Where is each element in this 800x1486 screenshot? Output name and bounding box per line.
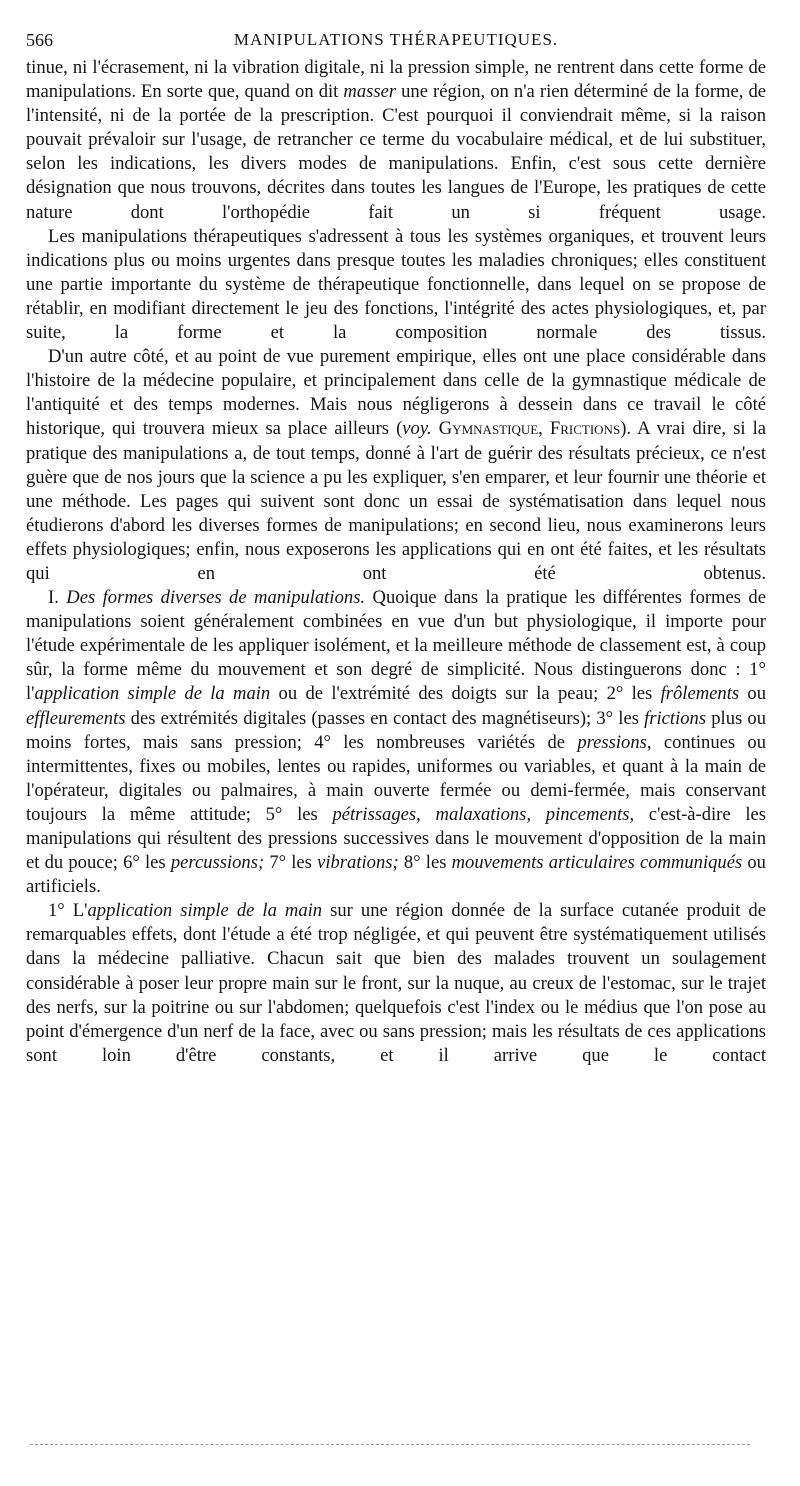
paragraph-application-main: 1° L'application simple de la main sur une région donnée de la surface cutanée produit de remarquables effets, dont l'étude a été trop négligée, et qui peuvent être systématiquement utilisés dans la médecine palliative. Chacun sait que bien des malades trouvent un soulagement considérable à poser leur propre main sur le front, sur la nuque, au creux de l'estomac, sur le trajet des nerfs, sur la poitrine ou sur l'abdomen; quelquefois c'est l'index ou le médius que l'on pose au point d'émergence d'un nerf de la face, avec ou sans pression; mais les résultats de ces applications sont loin d'être constants, et il arrive que le contact (26, 900, 766, 1066)
paragraph-1: tinue, ni l'écrasement, ni la vibration digitale, ni la pression simple, ne rentrent dans cette forme de manipulations. En sorte que, quand on dit masser une région, on n'a rien déterminé de la forme, de l'intensité, ni de la portée de la prescription. C'est pourquoi il conviendrait même, si la raison pouvait prévaloir sur l'usage, de retrancher ce terme du vocabulaire médical, et de lui substituer, selon les indications, les divers modes de manipulations. Enfin, c'est sous cette dernière désignation que nous trouvons, décrites dans toutes les langues de l'Europe, les pratiques de cette nature dont l'orthopédie fait un si fréquent usage. (26, 57, 766, 223)
section-number: I. (48, 587, 67, 609)
footer-rule (30, 1444, 750, 1445)
page-number: 566 (26, 30, 53, 50)
paragraph-2: Les manipulations thérapeutiques s'adressent à tous les systèmes organiques, et trouvent leurs indications plus ou moins urgentes dans presque toutes les maladies chroniques; elles constituent une partie importante du système de thérapeutique fonctionnelle, dans lequel on se propose de rétablir, en modifiant directement le jeu des fonctions, l'intégrité des actes physiologiques, et, par suite, la forme et la composition normale des tissus. (26, 225, 766, 344)
book-page (26, 30, 766, 1068)
running-header (26, 30, 766, 56)
section-title: Des formes diverses de manipulations. (66, 587, 366, 609)
section-1-paragraph: I. Des formes diverses de manipulations. Quoique dans la pratique les différentes formes de manipulations soient généralement combinées en vue d'un but physiologique, il importe pour l'étude expérimentale de les appliquer isolément, et la meilleure méthode de classement est, à coup sûr, la forme même du mouvement et son degré de simplicité. Nous distinguerons donc : 1° l'application simple de la main ou de l'extrémité des doigts sur la peau; 2° les frôlements ou effleurements des extrémités digitales (passes en contact des magnétiseurs); 3° les frictions plus ou moins fortes, mais sans pression; 4° les nombreuses variétés de pressions, continues ou intermittentes, fixes ou mobiles, lentes ou rapides, uniformes ou variables, et quant à la main de l'opérateur, digitales ou palmaires, à main ouverte fermée ou demi-fermée, mais conservant toujours la même attitude; 5° les pétrissages, malaxations, pincements, c'est-à-dire les manipulations qui résultent des pressions successives dans le mouvement d'opposition de la main et du pouce; 6° les percussions; 7° les vibrations; 8° les mouvements articulaires communiqués ou artificiels. (26, 587, 766, 898)
cross-reference-frictions: Frictions (549, 418, 621, 440)
paragraph-3: D'un autre côté, et au point de vue purement empirique, elles ont une place considérable dans l'histoire de la médecine populaire, et principalement dans celle de la gymnastique médicale de l'antiquité et des temps modernes. Mais nous négligerons à dessein dans ce travail le côté historique, qui trouvera mieux sa place ailleurs (voy. Gymnastique, Frictions). A vrai dire, si la pratique des manipulations a, de tout temps, donné à l'art de guérir des résultats précieux, ce n'est guère que de nos jours que la science a pu les expliquer, s'en emparer, et leur fournir une théorie et une méthode. Les pages qui suivent sont donc un essai de systématisation dans lequel nous étudierons d'abord les diverses formes de manipulations; en second lieu, nous examinerons leurs effets physiologiques; enfin, nous exposerons les applications qui en ont été faites, et les résultats qui en ont été obtenus. (26, 346, 767, 584)
cross-reference-gymnastique: Gymnastique (438, 418, 539, 440)
running-title: MANIPULATIONS THÉRAPEUTIQUES. (233, 30, 559, 49)
